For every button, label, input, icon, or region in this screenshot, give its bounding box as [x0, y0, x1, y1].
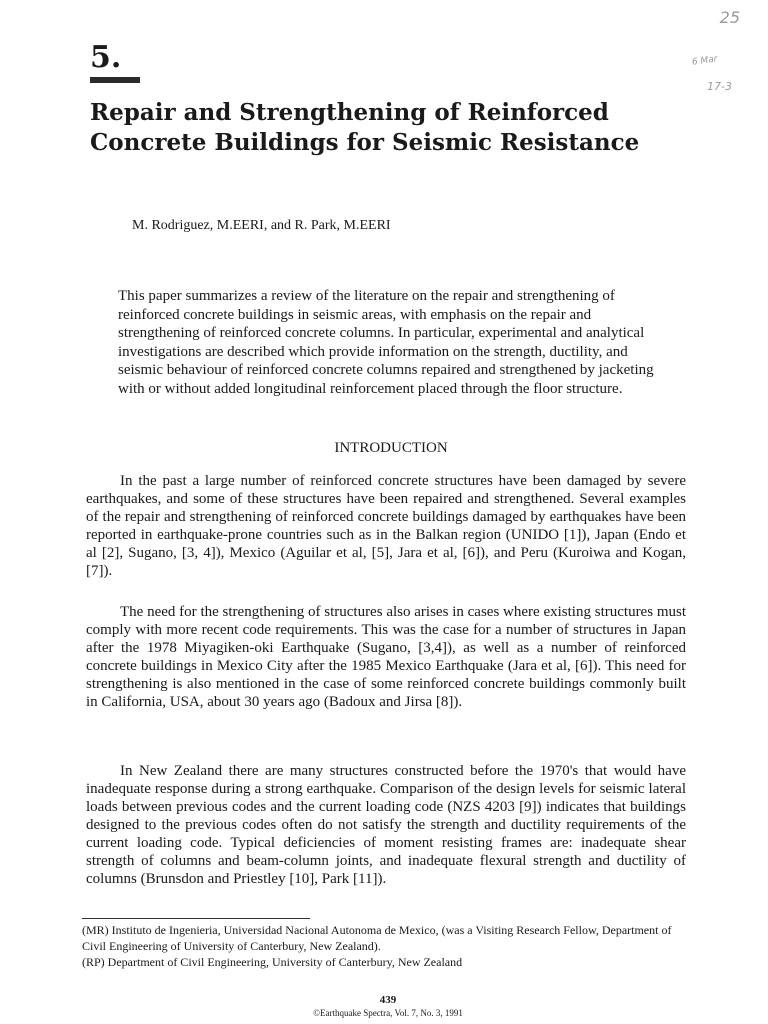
page-number: 439 — [379, 994, 397, 1006]
footnote: (MR) Instituto de Ingenieria, Universidad Nacional Autonoma de Mexico, (was a Visiting Research Fellow, Department of Civil Engineering of University of Canterbury, New Zealand). — [82, 923, 672, 953]
section-heading-introduction: INTRODUCTION — [334, 440, 448, 456]
footnote: (RP) Department of Civil Engineering, University of Canterbury, New Zealand — [82, 955, 463, 969]
handwritten-annotation: 6 Mar — [691, 54, 719, 68]
footnote-divider — [82, 918, 310, 919]
body-paragraph: The need for the strengthening of structures also arises in cases where existing structures must comply with more recent code requirements. This was the case for a number of structures in Japan after the 1978 Miyagiken-oki Earthquake (Sugano, [3,4]), as well as a number of reinforced concrete buildings in Mexico City after the 1985 Mexico Earthquake (Jara et al, [6]). This need for strengthening is also mentioned in the case of some reinforced concrete buildings commonly built in California, USA, about 30 years ago (Badoux and Jirsa [8]). — [86, 604, 686, 710]
chapter-underline — [90, 77, 140, 83]
footnotes — [82, 922, 682, 970]
handwritten-annotation: 25 — [719, 8, 740, 27]
body-paragraph: In the past a large number of reinforced concrete structures have been damaged by severe earthquakes, and some of these structures have been repaired and strengthened. Several examples of the repair and strengthening of reinforced concrete buildings damaged by earthquakes have been reported in earthquake-prone countries such as in the Balkan region (UNIDO [1]), Japan (Endo et al [2], Sugano, [3, 4]), Mexico (Aguilar et al, [5], Jara et al, [6]), and Peru (Kuroiwa and Kogan, [7]). — [86, 473, 686, 579]
handwritten-annotation: 17-3 — [707, 80, 732, 93]
journal-citation: ©Earthquake Spectra, Vol. 7, No. 3, 1991 — [313, 1008, 463, 1018]
body-paragraph: In New Zealand there are many structures constructed before the 1970's that would have inadequate response during a strong earthquake. Comparison of the design levels for seismic lateral loads between previous codes and the current loading code (NZS 4203 [9]) indicates that buildings designed to the previous codes often do not satisfy the strength and ductility requirements of the current loading code. Typical deficiencies of moment resisting frames are: inadequate shear strength of columns and beam-column joints, and inadequate flexural strength and ductility of columns (Brunsdon and Priestley [10], Park [11]). — [86, 763, 686, 887]
chapter-number: 5. — [90, 40, 122, 75]
abstract: This paper summarizes a review of the literature on the repair and strengthening of reinforced concrete buildings in seismic areas, with emphasis on the repair and strengthening of reinforced concrete columns. In particular, experimental and analytical investigations are described which provide information on the strength, ductility, and seismic behaviour of reinforced concrete columns repaired and strengthened by jacketing with or without added longitudinal reinforcement placed through the floor structure. — [118, 288, 654, 397]
paper-title: Repair and Strengthening of Reinforced Concrete Buildings for Seismic Resistance — [90, 99, 640, 156]
author-line: M. Rodriguez, M.EERI, and R. Park, M.EERI — [132, 218, 391, 233]
